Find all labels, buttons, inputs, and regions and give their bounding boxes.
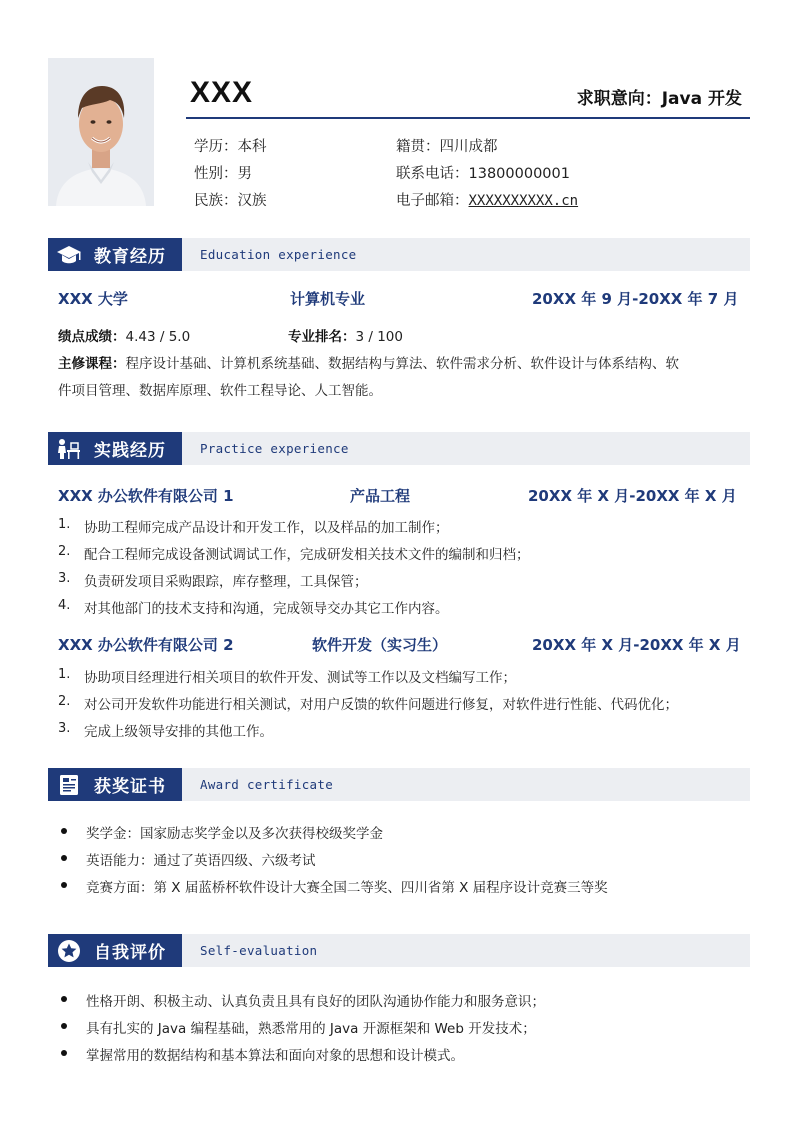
section-practice-subtitle: Practice experience	[200, 441, 349, 456]
job1-item-3: 负责研发项目采购跟踪，库存整理，工具保管；	[84, 574, 368, 590]
info-gender: 性别：男	[194, 166, 252, 182]
info-ethnicity: 民族：汉族	[194, 193, 267, 209]
job1-role: 产品工程	[350, 487, 411, 505]
job1-item-2-num: 2.	[58, 544, 71, 559]
section-self-subtitle: Self-evaluation	[200, 943, 318, 958]
job1-item-4: 对其他部门的技术支持和沟通，完成领导交办其它工作内容。	[84, 601, 449, 617]
candidate-name: XXX	[190, 76, 254, 109]
gpa-value: 4.43 / 5.0	[125, 329, 191, 345]
section-education-subtitle: Education experience	[200, 247, 357, 262]
section-practice-header	[48, 432, 750, 465]
award-item-1: 奖学金：国家励志奖学金以及多次获得校级奖学金	[86, 826, 383, 842]
section-awards-subtitle: Award certificate	[200, 777, 334, 792]
job1-company: XXX 办公软件有限公司 1	[58, 487, 234, 505]
job2-item-1: 协助项目经理进行相关项目的软件开发、测试等工作以及文档编写工作；	[84, 670, 516, 686]
email-link[interactable]: XXXXXXXXXX.cn	[468, 193, 579, 209]
profile-photo	[48, 58, 154, 206]
section-self-title: 自我评价	[94, 943, 166, 963]
job1-item-3-num: 3.	[58, 571, 71, 586]
bullet-icon	[61, 882, 67, 888]
work-desk-icon	[56, 436, 82, 462]
job2-company: XXX 办公软件有限公司 2	[58, 636, 234, 654]
self-item-1: 性格开朗、积极主动、认真负责且具有良好的团队沟通协作能力和服务意识；	[86, 994, 545, 1010]
bullet-icon	[61, 996, 67, 1002]
job2-role: 软件开发（实习生）	[312, 636, 448, 654]
job2-item-3-num: 3.	[58, 721, 71, 736]
job-intent: 求职意向：Java 开发	[576, 89, 742, 109]
edu-school: XXX 大学	[58, 290, 128, 308]
award-item-3: 竞赛方面：第 X 届蓝桥杯软件设计大赛全国二等奖、四川省第 X 届程序设计竞赛三等奖	[86, 880, 608, 896]
email-label: 电子邮箱：	[396, 193, 469, 209]
bullet-icon	[61, 1023, 67, 1029]
section-education-header	[48, 238, 750, 271]
bullet-icon	[61, 855, 67, 861]
edu-courses	[58, 352, 679, 372]
courses-line-1: 程序设计基础、计算机系统基础、数据结构与算法、软件需求分析、软件设计与体系结构、软	[125, 356, 679, 372]
section-awards-tab	[48, 768, 182, 801]
rank-label: 专业排名：	[288, 329, 356, 345]
job1-item-1-num: 1.	[58, 517, 71, 532]
gpa-label: 绩点成绩：	[58, 329, 126, 345]
info-education: 学历：本科	[194, 139, 267, 155]
star-badge-icon	[56, 938, 82, 964]
job1-item-4-num: 4.	[58, 598, 71, 613]
job1-item-1: 协助工程师完成产品设计和开发工作，以及样品的加工制作；	[84, 520, 449, 536]
edu-rank	[288, 325, 403, 345]
section-self-header	[48, 934, 750, 967]
info-email	[396, 189, 578, 210]
job2-item-1-num: 1.	[58, 667, 71, 682]
section-self-tab	[48, 934, 182, 967]
bullet-icon	[61, 1050, 67, 1056]
job2-item-2: 对公司开发软件功能进行相关测试，对用户反馈的软件问题进行修复，对软件进行性能、代码优化；	[84, 697, 678, 713]
info-phone: 联系电话：13800000001	[396, 166, 570, 182]
section-awards-title: 获奖证书	[94, 777, 166, 797]
info-hometown: 籍贯：四川成都	[396, 139, 498, 155]
edu-period: 20XX 年 9 月-20XX 年 7 月	[532, 290, 739, 308]
certificate-icon	[56, 772, 82, 798]
job2-item-2-num: 2.	[58, 694, 71, 709]
self-item-3: 掌握常用的数据结构和基本算法和面向对象的思想和设计模式。	[86, 1048, 464, 1064]
edu-gpa	[58, 325, 190, 345]
job2-period: 20XX 年 X 月-20XX 年 X 月	[532, 636, 741, 654]
courses-label: 主修课程：	[58, 356, 126, 372]
section-awards-header	[48, 768, 750, 801]
edu-major: 计算机专业	[290, 290, 366, 308]
section-practice-tab	[48, 432, 182, 465]
job1-item-2: 配合工程师完成设备测试调试工作，完成研发相关技术文件的编制和归档；	[84, 547, 530, 563]
rank-value: 3 / 100	[355, 329, 403, 345]
job2-item-3: 完成上级领导安排的其他工作。	[84, 724, 273, 740]
graduation-cap-icon	[56, 242, 82, 268]
section-education-tab	[48, 238, 182, 271]
header-divider	[186, 117, 750, 119]
job1-period: 20XX 年 X 月-20XX 年 X 月	[528, 487, 737, 505]
section-practice-title: 实践经历	[94, 441, 166, 461]
self-item-2: 具有扎实的 Java 编程基础，熟悉常用的 Java 开源框架和 Web 开发技术；	[86, 1021, 536, 1037]
section-education-title: 教育经历	[94, 247, 166, 267]
edu-courses-cont: 件项目管理、数据库原理、软件工程导论、人工智能。	[58, 383, 382, 399]
award-item-2: 英语能力：通过了英语四级、六级考试	[86, 853, 316, 869]
bullet-icon	[61, 828, 67, 834]
